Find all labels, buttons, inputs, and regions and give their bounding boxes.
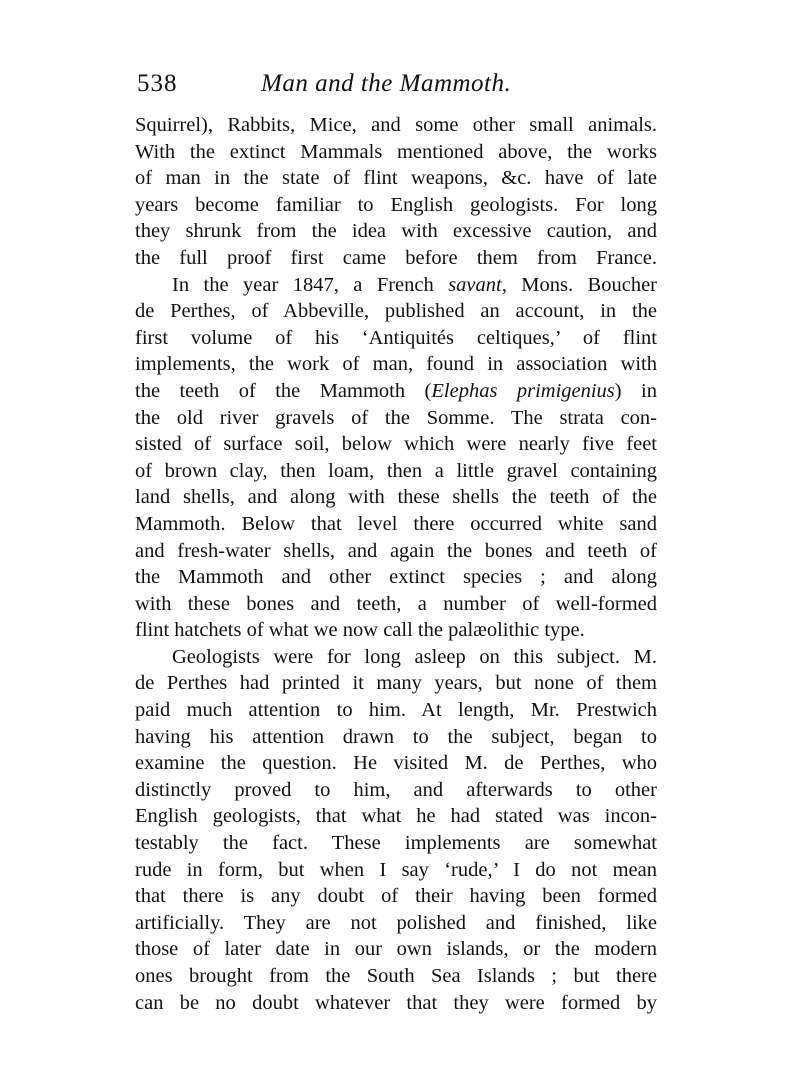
text-line xyxy=(135,192,657,219)
text-line xyxy=(135,750,657,777)
text-segment: can be no doubt whatever that they were formed by xyxy=(135,991,657,1014)
text-segment: English geologists, that what he had stated was incon- xyxy=(135,805,657,828)
text-segment: Mammoth. Below that level there occurred white sand xyxy=(135,512,657,535)
text-segment: they shrunk from the idea with excessive caution, and xyxy=(135,220,657,243)
text-line xyxy=(135,564,657,591)
text-segment: In the year 1847, a French xyxy=(172,273,449,296)
text-segment: having his attention drawn to the subject, began to xyxy=(135,725,657,748)
page-number: 538 xyxy=(137,70,178,97)
text-segment: Mons. Boucher xyxy=(506,273,657,296)
text-segment: land shells, and along with these shells the teeth of the xyxy=(135,486,657,509)
italic-text: Elephas primigenius xyxy=(431,379,615,402)
text-line xyxy=(135,378,657,405)
text-segment: distinctly proved to him, and afterwards to other xyxy=(135,778,657,801)
text-line xyxy=(135,803,657,830)
body-text xyxy=(135,112,657,1016)
text-line xyxy=(135,298,657,325)
text-line xyxy=(135,458,657,485)
text-segment: with these bones and teeth, a number of well-formed xyxy=(135,592,657,615)
text-segment: artificially. They are not polished and finished, like xyxy=(135,911,657,934)
text-segment: those of later date in our own islands, or the modern xyxy=(135,938,657,961)
text-line xyxy=(135,325,657,352)
text-segment: ) in xyxy=(614,379,657,402)
text-line xyxy=(135,139,657,166)
text-segment: first volume of his ‘Antiquités celtiques,’ of flint xyxy=(135,326,657,349)
text-line xyxy=(135,351,657,378)
text-line xyxy=(135,644,657,671)
text-segment: of brown clay, then loam, then a little gravel containing xyxy=(135,459,657,482)
text-segment: Geologists were for long asleep on this subject. M. xyxy=(172,645,657,668)
text-line xyxy=(135,724,657,751)
text-line xyxy=(135,697,657,724)
text-line xyxy=(135,484,657,511)
text-segment: implements, the work of man, found in association with xyxy=(135,353,657,376)
text-segment: examine the question. He visited M. de Perthes, who xyxy=(135,752,657,775)
text-line xyxy=(135,218,657,245)
text-segment: paid much attention to him. At length, Mr. Prestwich xyxy=(135,699,657,722)
paragraph xyxy=(135,644,657,1016)
text-segment: flint hatchets of what we now call the palæolithic type. xyxy=(135,619,585,642)
paragraph xyxy=(135,112,657,272)
text-segment: de Perthes had printed it many years, but none of them xyxy=(135,672,657,695)
text-segment: of man in the state of flint weapons, &c. have of late xyxy=(135,167,657,190)
text-segment: the old river gravels of the Somme. The strata con- xyxy=(135,406,657,429)
text-line xyxy=(135,963,657,990)
text-line xyxy=(135,910,657,937)
text-line xyxy=(135,245,657,272)
text-line xyxy=(135,883,657,910)
text-line xyxy=(135,777,657,804)
text-line xyxy=(135,936,657,963)
text-line xyxy=(135,617,657,644)
text-segment: rude in form, but when I say ‘rude,’ I do not mean xyxy=(135,858,657,881)
text-segment: and fresh-water shells, and again the bones and teeth of xyxy=(135,539,657,562)
text-line xyxy=(135,830,657,857)
text-segment: the teeth of the Mammoth ( xyxy=(135,379,432,402)
text-segment: de Perthes, of Abbeville, published an account, in the xyxy=(135,300,657,323)
running-title: Man and the Mammoth. xyxy=(261,70,512,97)
text-segment: sisted of surface soil, below which were nearly five feet xyxy=(135,433,657,456)
text-segment: the full proof first came before them from France. xyxy=(135,246,657,269)
text-line xyxy=(135,670,657,697)
italic-text: savant, xyxy=(448,273,507,296)
text-line xyxy=(135,112,657,139)
text-line xyxy=(135,538,657,565)
text-line xyxy=(135,272,657,299)
text-line xyxy=(135,591,657,618)
text-line xyxy=(135,405,657,432)
text-segment: years become familiar to English geologists. For long xyxy=(135,193,657,216)
text-line xyxy=(135,857,657,884)
text-segment: testably the fact. These implements are somewhat xyxy=(135,832,657,855)
page-header xyxy=(137,64,657,104)
text-line xyxy=(135,431,657,458)
text-segment: Squirrel), Rabbits, Mice, and some other small animals. xyxy=(135,114,657,136)
paragraph xyxy=(135,272,657,644)
text-segment: With the extinct Mammals mentioned above, the works xyxy=(135,140,657,163)
text-segment: that there is any doubt of their having been formed xyxy=(135,885,657,908)
text-segment: ones brought from the South Sea Islands ; but there xyxy=(135,965,657,987)
text-line xyxy=(135,165,657,192)
text-line xyxy=(135,511,657,538)
text-segment: the Mammoth and other extinct species ; and along xyxy=(135,566,657,589)
text-line xyxy=(135,990,657,1017)
